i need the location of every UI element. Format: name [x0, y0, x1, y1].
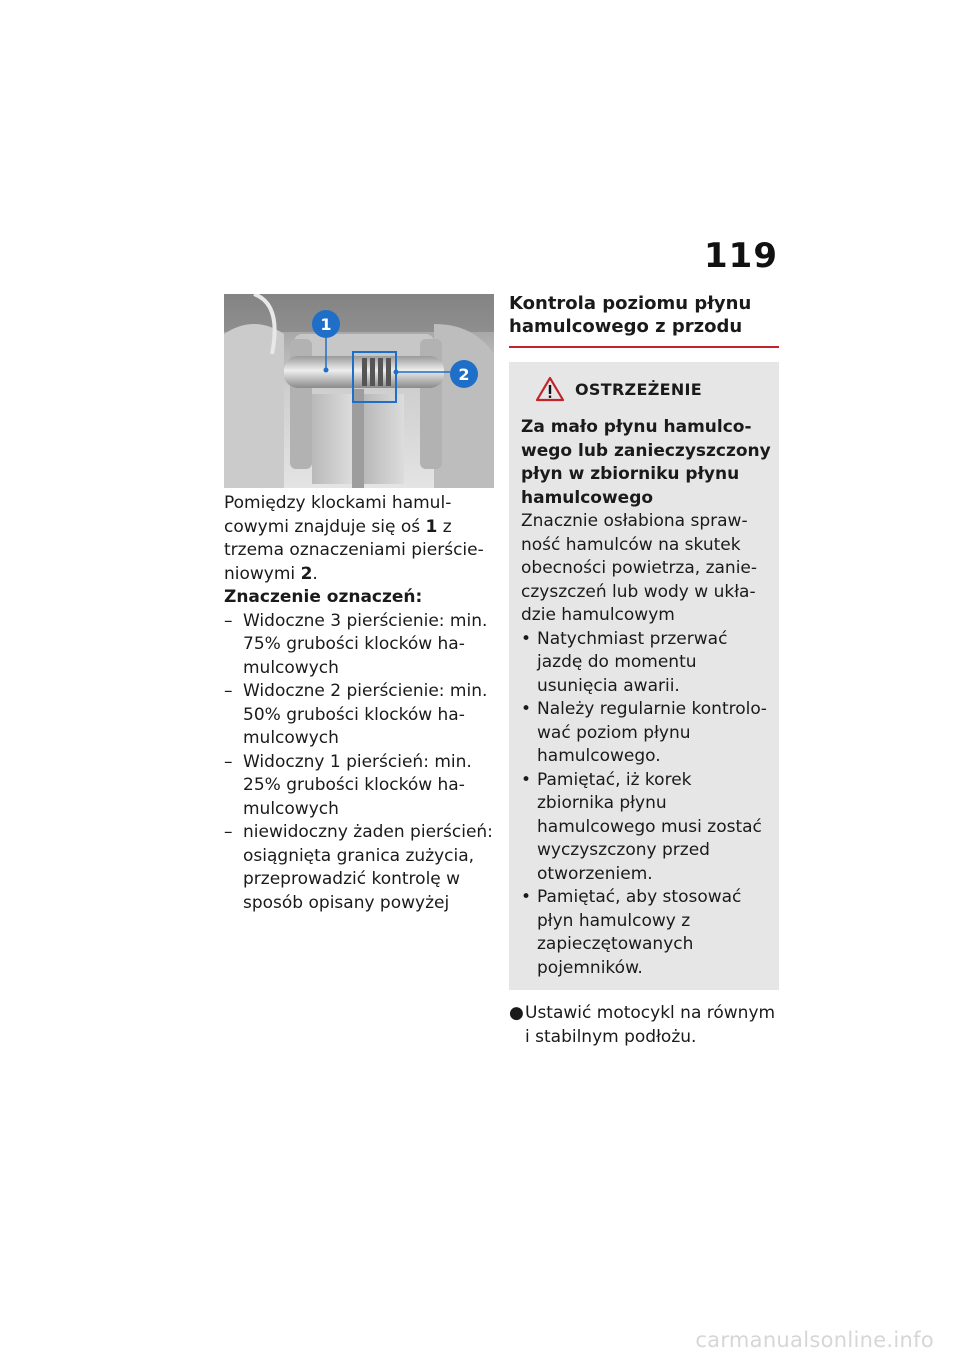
list-item [521, 886, 771, 980]
warning-title: Za mało płynu hamulcowego lub zanieczyszczony płyn w zbiorniku płynu hamulcowego [521, 417, 771, 508]
watermark: carmanualsonline.info [695, 1328, 934, 1352]
intro-text-a: Pomiędzy klockami hamulcowymi znajduje się oś [224, 493, 452, 537]
warning-bullet-list [521, 628, 771, 981]
right-column [509, 292, 779, 1049]
list-item-text: Pamiętać, aby stosować płyn hamulcowy z zapieczętowanych pojemników. [537, 887, 742, 978]
list-item-text: Widoczne 3 pierścienie: min. 75% grubości klocków hamulcowych [243, 610, 488, 678]
action-list [509, 1002, 779, 1049]
dash-marker: – [224, 751, 233, 772]
list-item [509, 1002, 779, 1049]
bullet-marker: • [521, 699, 532, 719]
list-item [521, 698, 771, 769]
list-item [224, 821, 494, 915]
list-item-text: Należy regularnie kontrolować poziom płynu hamulcowego. [537, 699, 767, 766]
warning-text: Znacznie osłabiona sprawność hamulców na skutek obecności powietrza, zanieczyszczeń lub wody w układzie hamulcowym [521, 511, 758, 625]
intro-paragraph [224, 492, 494, 586]
list-item [521, 769, 771, 887]
list-item [224, 751, 494, 822]
brake-pad-axle-figure [224, 294, 494, 488]
bullet-marker: • [521, 887, 532, 907]
list-item [521, 628, 771, 699]
warning-label: OSTRZEŻENIE [575, 379, 702, 399]
bullet-marker: • [521, 769, 532, 790]
wear-indicator-list [224, 610, 494, 916]
page-number: 119 [704, 236, 778, 276]
bullet-marker: • [521, 628, 532, 649]
intro-ref-2: 2 [300, 563, 313, 584]
intro-ref-1: 1 [425, 516, 438, 537]
warning-header [535, 376, 771, 402]
list-item-text: Widoczne 2 pierścienie: min. 50% grubości klocków hamulcowych [243, 681, 488, 748]
left-column [224, 294, 494, 915]
dash-marker: – [224, 822, 233, 842]
list-item [224, 610, 494, 681]
callout-2-label: 2 [458, 365, 470, 384]
list-item-text: Pamiętać, iż korek zbiornika płynu hamulcowego musi zostać wyczyszczony przed otworzeniem. [537, 769, 762, 884]
callout-1-label: 1 [320, 315, 332, 334]
list-item-text: Widoczny 1 pierścień: min. 25% grubości klocków hamulcowych [243, 751, 472, 819]
list-item [224, 680, 494, 751]
intro-text-b: z trzema oznaczeniami pierścieniowymi [224, 516, 484, 584]
warning-triangle-icon [535, 376, 565, 402]
dash-marker: – [224, 681, 233, 701]
action-bullet-marker: ● [509, 1003, 524, 1023]
intro-text-c: . [312, 563, 318, 584]
dash-marker: – [224, 610, 233, 631]
list-item-text: niewidoczny żaden pierścień: osiągnięta granica zużycia, przeprowadzić kontrolę w sposób opisany powyżej [243, 822, 493, 913]
warning-box [509, 362, 779, 990]
list-item-text: Ustawić motocykl na równym i stabilnym podłożu. [525, 1003, 776, 1047]
section-title: Kontrola poziomu płynu hamulcowego z przodu [509, 292, 779, 348]
legend-heading: Znaczenie oznaczeń: [224, 587, 423, 607]
list-item-text: Natychmiast przerwać jazdę do momentu usunięcia awarii. [537, 628, 728, 696]
brake-caliper-photo [224, 294, 494, 488]
